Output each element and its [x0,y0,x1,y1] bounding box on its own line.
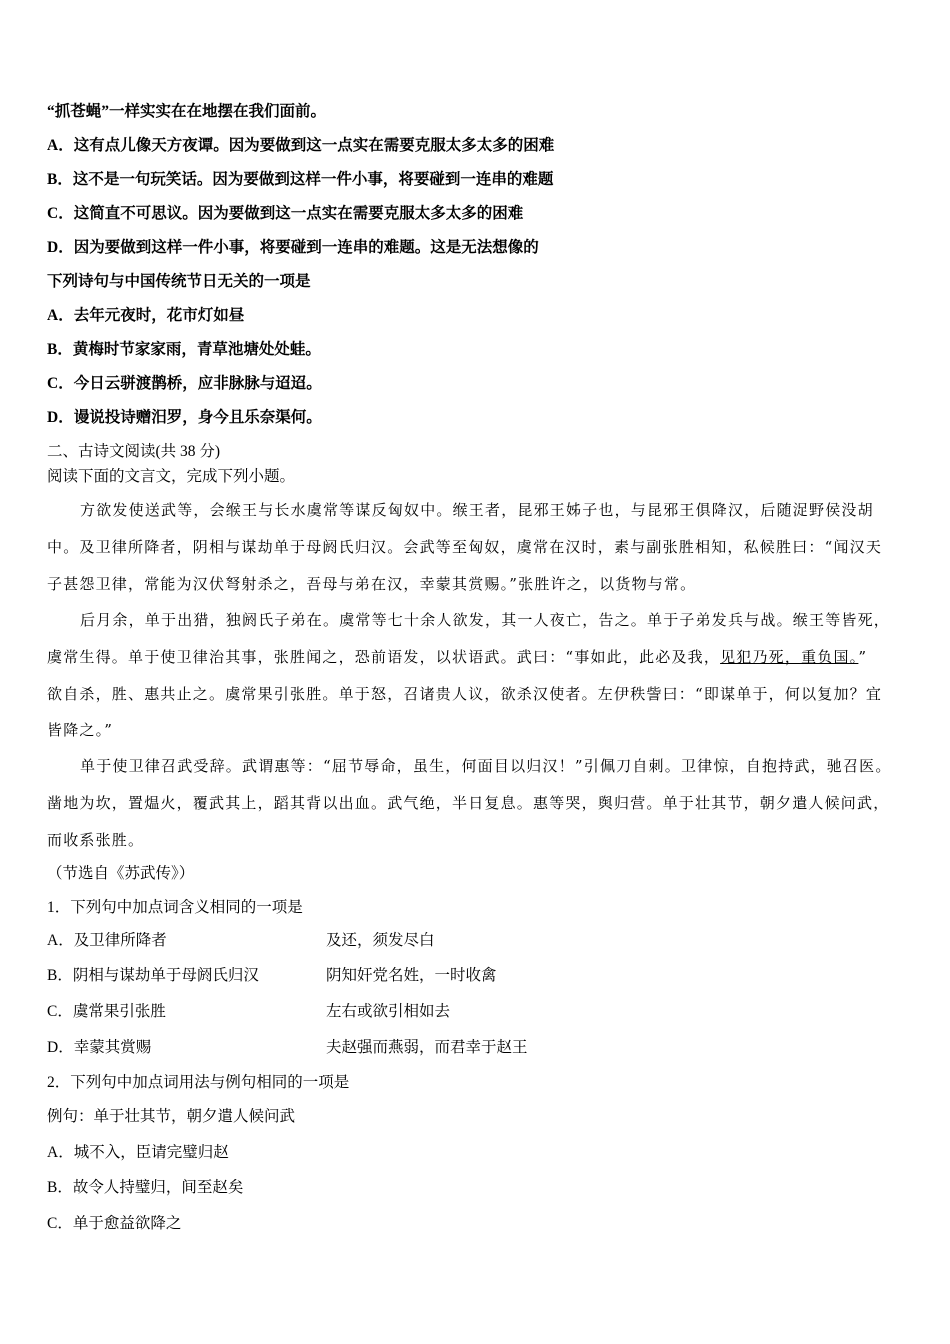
passage-line: 欲自杀，胜、惠共止之。虞常果引张胜。单于怒，召诸贵人议，欲杀汉使者。左伊秩訾曰：“即谋单于，何以复加？宜 [47,685,883,703]
option-d: D．因为要做到这样一件小事，将要碰到一连串的难题。这是无法想像的 [47,239,539,256]
festival-option-a: A．去年元夜时，花市灯如昼 [47,307,245,324]
option-a: A．这有点儿像天方夜谭。因为要做到这一点实在需要克服太多太多的困难 [47,137,555,154]
passage-line: 而收系张胜。 [47,831,145,849]
q1-option-b-right: 阴知奸党名姓，一时收禽 [326,967,497,984]
passage-line: 子甚怨卫律，常能为汉伏弩射杀之，吾母与弟在汉，幸蒙其赏赐。”张胜许之，以货物与常。 [47,575,697,593]
passage-continuation: “抓苍蝇”一样实实在在地摆在我们面前。 [47,103,327,120]
question-1-stem: 1．下列句中加点词含义相同的一项是 [47,899,303,916]
q2-option-c: C．单于愈益欲降之 [47,1215,182,1232]
passage-text: ” [858,648,868,666]
q2-example: 例句：单于壮其节，朝夕遣人候问武 [47,1108,296,1125]
passage-line: 凿地为坎，置煴火，覆武其上，蹈其背以出血。武气绝，半日复息。惠等哭，舆归营。单于壮其节，朝夕遣人候问武， [47,794,890,812]
passage-line: 方欲发使送武等，会缑王与长水虞常等谋反匈奴中。缑王者，昆邪王姊子也，与昆邪王俱降汉，后随浞野侯没胡 [80,501,874,519]
q1-option-a-left: A．及卫律所降者 [47,932,167,949]
festival-option-b: B．黄梅时节家家雨，青草池塘处处蛙。 [47,341,321,358]
q1-option-b-left: B．阴相与谋劫单于母阏氏归汉 [47,967,259,984]
underlined-sentence: 见犯乃死，重负国。 [720,648,859,666]
section-heading: 二、古诗文阅读(共 38 分) [47,443,221,460]
reading-instruction: 阅读下面的文言文，完成下列小题。 [47,468,296,485]
option-b: B．这不是一句玩笑话。因为要做到这样一件小事，将要碰到一连串的难题 [47,171,554,188]
festival-question-stem: 下列诗句与中国传统节日无关的一项是 [47,273,311,290]
passage-source: （节选自《苏武传》） [47,865,195,882]
q1-option-a-right: 及还，须发尽白 [326,932,435,949]
festival-option-d: D．谩说投诗赠汨罗，身今且乐奈渠何。 [47,409,322,426]
q2-option-b: B．故令人持璧归，间至赵矣 [47,1179,244,1196]
option-c: C．这简直不可思议。因为要做到这一点实在需要克服太多太多的困难 [47,205,524,222]
q1-option-c-right: 左右或欲引相如去 [326,1003,451,1020]
festival-option-c: C．今日云骈渡鹊桥，应非脉脉与迢迢。 [47,375,322,392]
passage-text: 虞常生得。单于使卫律治其事，张胜闻之，恐前语发，以状语武。武曰：“事如此，此必及我， [47,648,721,666]
q1-option-d-right: 夫赵强而燕弱，而君幸于赵王 [326,1039,528,1056]
passage-line: 中。及卫律所降者，阴相与谋劫单于母阏氏归汉。会武等至匈奴，虞常在汉时，素与副张胜相知，私候胜曰：“闻汉天 [47,538,883,556]
passage-line: 单于使卫律召武受辞。武谓惠等：“屈节辱命，虽生，何面目以归汉！”引佩刀自刺。卫律惊，自抱持武，驰召医。 [80,757,892,775]
q1-option-c-left: C．虞常果引张胜 [47,1003,166,1020]
question-2-stem: 2．下列句中加点词用法与例句相同的一项是 [47,1074,350,1091]
passage-line: 后月余，单于出猎，独阏氏子弟在。虞常等七十余人欲发，其一人夜亡，告之。单于子弟发兵与战。缑王等皆死， [80,611,891,629]
passage-line [47,647,867,667]
q2-option-a: A．城不入，臣请完璧归赵 [47,1144,229,1161]
q1-option-d-left: D．幸蒙其赏赐 [47,1039,152,1056]
passage-line: 皆降之。” [47,721,114,739]
